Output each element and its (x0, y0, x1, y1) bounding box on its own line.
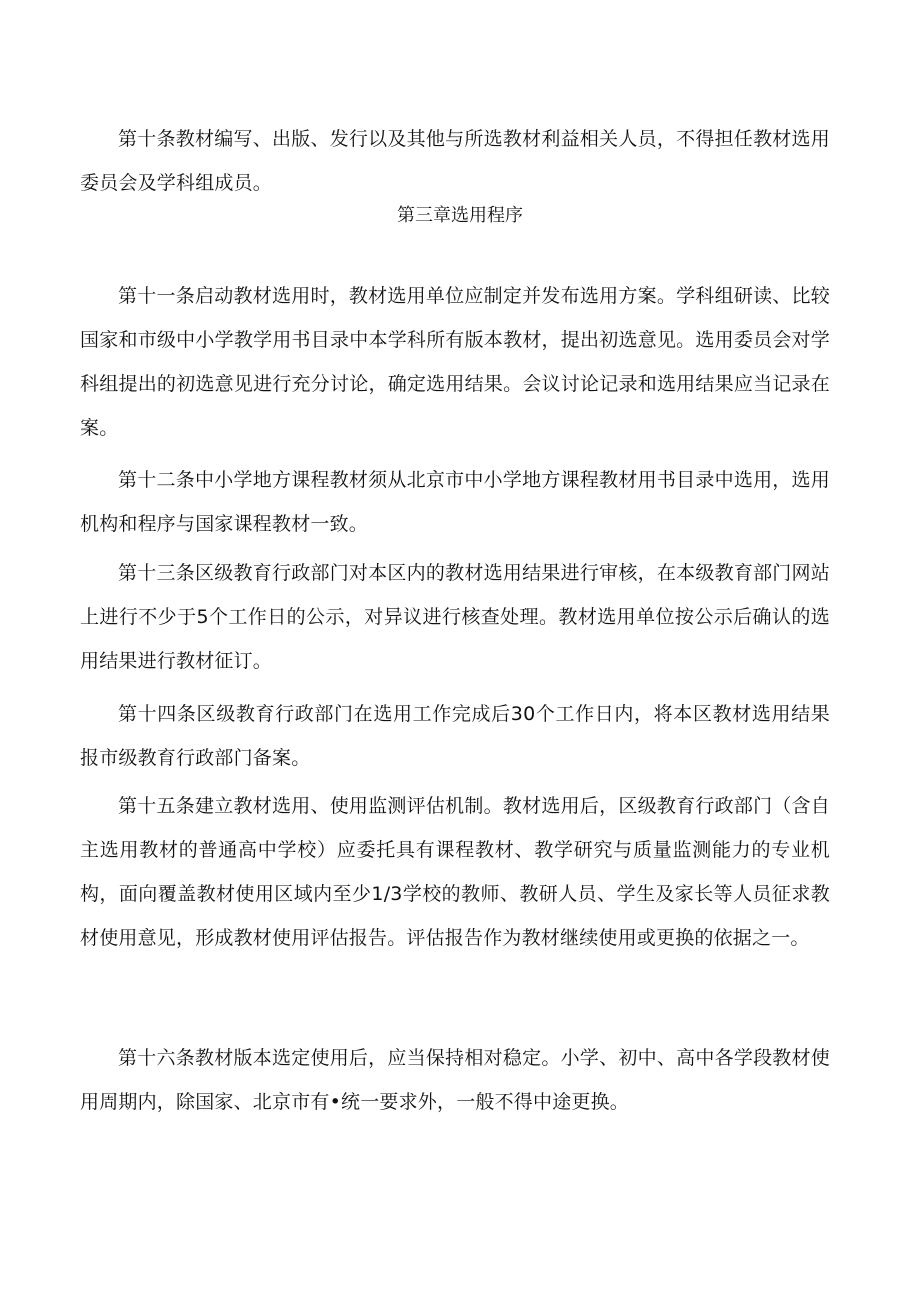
article-13: 第十三条区级教育行政部门对本区内的教材选用结果进行审核，在本级教育部门网站上进行不少于5个工作日的公示，对异议进行核查处理。教材选用单位按公示后确认的选用结果进行教材征订。 (80, 562, 830, 672)
article-16: 第十六条教材版本选定使用后，应当保持相对稳定。小学、初中、高中各学段教材使用周期内，除国家、北京市有•统一要求外，一般不得中途更换。 (80, 1047, 830, 1113)
article-10: 第十条教材编写、出版、发行以及其他与所选教材利益相关人员，不得担任教材选用委员会及学科组成员。 (80, 128, 830, 194)
article-14: 第十四条区级教育行政部门在选用工作完成后30个工作日内，将本区教材选用结果报市级教育行政部门备案。 (80, 703, 830, 769)
chapter-title: 第三章选用程序 (397, 205, 523, 226)
article-12: 第十二条中小学地方课程教材须从北京市中小学地方课程教材用书目录中选用，选用机构和程序与国家课程教材一致。 (80, 469, 830, 535)
article-15: 第十五条建立教材选用、使用监测评估机制。教材选用后，区级教育行政部门（含自主选用教材的普通高中学校）应委托具有课程教材、教学研究与质量监测能力的专业机构，面向覆盖教材使用区域内至少1/3学校的教师、教研人员、学生及家长等人员征求教材使用意见，形成教材使用评估报告。评估报告作为教材继续使用或更换的依据之一。 (80, 795, 830, 949)
article-11: 第十一条启动教材选用时，教材选用单位应制定并发布选用方案。学科组研读、比较国家和市级中小学教学用书目录中本学科所有版本教材，提出初选意见。选用委员会对学科组提出的初选意见进行充分讨论，确定选用结果。会议讨论记录和选用结果应当记录在案。 (80, 285, 830, 439)
